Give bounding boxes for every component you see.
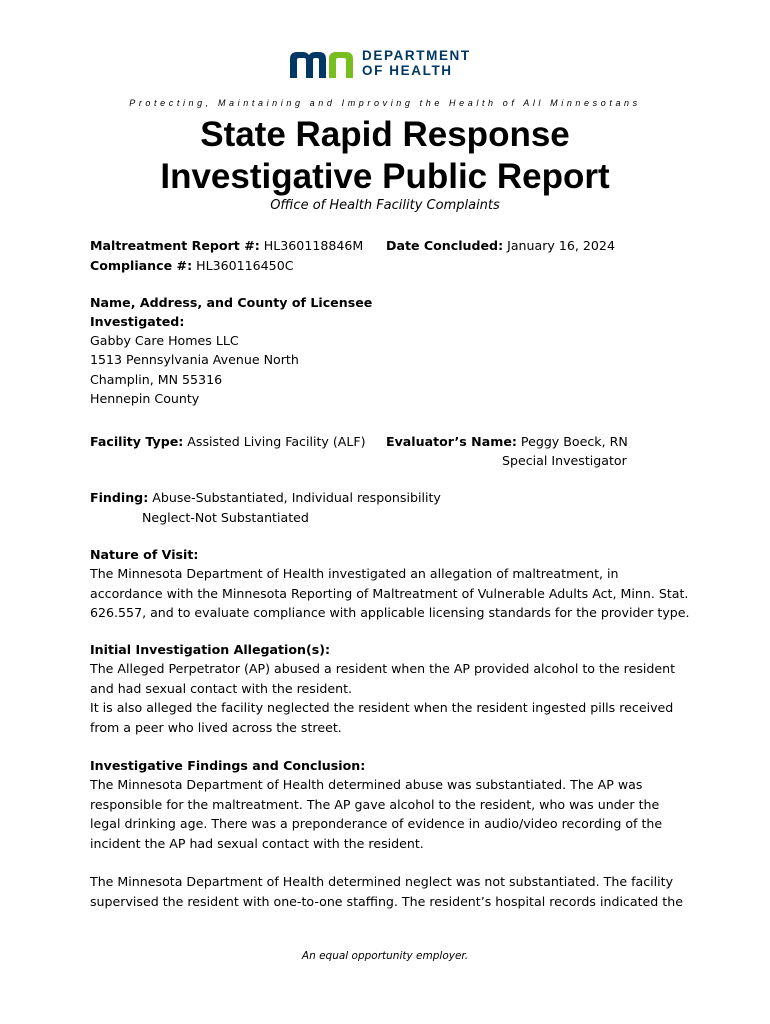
- tagline: Protecting, Maintaining and Improving the Health of All Minnesotans: [129, 98, 641, 108]
- compliance-label: Compliance #:: [90, 258, 193, 273]
- compliance-number: [90, 256, 294, 276]
- date-value: January 16, 2024: [503, 238, 615, 253]
- findings-heading: Investigative Findings and Conclusion:: [90, 758, 366, 773]
- facility-type: [90, 432, 366, 452]
- allegation-heading: Initial Investigation Allegation(s):: [90, 642, 331, 657]
- finding: [90, 488, 441, 508]
- licensee-city: Champlin, MN 55316: [90, 372, 223, 387]
- evaluator-name: [386, 432, 628, 452]
- maltreatment-report-number: [90, 236, 363, 256]
- licensee-street: 1513 Pennsylvania Avenue North: [90, 352, 299, 367]
- finding-value1: Abuse-Substantiated, Individual responsibility: [148, 490, 441, 505]
- page-subtitle: Office of Health Facility Complaints: [270, 198, 500, 213]
- maltreatment-label: Maltreatment Report #:: [90, 238, 260, 253]
- page-title: [0, 114, 770, 198]
- logo-line1: DEPARTMENT: [362, 48, 471, 63]
- mdh-logo: [290, 48, 490, 80]
- allegation-text2: It is also alleged the facility neglected the resident when the resident ingested pills received from a peer who lived across the street.: [90, 700, 674, 735]
- footer-text: An equal opportunity employer.: [301, 950, 469, 962]
- nature-text: The Minnesota Department of Health investigated an allegation of maltreatment, in accordance with the Minnesota Reporting of Maltreatment of Vulnerable Adults Act, Minn. Stat. 626.557, and to evaluate compliance with applicable licensing standards for the provider type.: [90, 566, 690, 621]
- licensee-name: Gabby Care Homes LLC: [90, 333, 239, 348]
- compliance-value: HL360116450C: [192, 258, 294, 273]
- evaluator-label: Evaluator’s Name:: [386, 434, 517, 449]
- licensee-county: Hennepin County: [90, 391, 200, 406]
- allegation-text1: The Alleged Perpetrator (AP) abused a resident when the AP provided alcohol to the resident and had sexual contact with the resident.: [90, 661, 676, 696]
- allegation-section: [90, 640, 690, 737]
- evaluator-title: Special Investigator: [502, 453, 627, 468]
- nature-heading: Nature of Visit:: [90, 547, 199, 562]
- nature-of-visit-section: [90, 545, 690, 623]
- title-line1: State Rapid Response: [200, 115, 570, 154]
- logo-text: [362, 48, 471, 78]
- licensee-label-line2: Investigated:: [90, 314, 185, 329]
- date-label: Date Concluded:: [386, 238, 504, 253]
- mn-logo-icon: [290, 50, 354, 78]
- date-concluded: [386, 236, 615, 256]
- logo-line2: OF HEALTH: [362, 63, 453, 78]
- findings-text2: The Minnesota Department of Health determined neglect was not substantiated. The facility supervised the resident with one-to-one staffing. The resident’s hospital records indicated the: [90, 874, 683, 909]
- finding-value2: Neglect-Not Substantiated: [142, 510, 309, 525]
- facility-type-value: Assisted Living Facility (ALF): [183, 434, 366, 449]
- facility-type-label: Facility Type:: [90, 434, 184, 449]
- maltreatment-value: HL360118846M: [259, 238, 364, 253]
- finding-label: Finding:: [90, 490, 149, 505]
- evaluator-value: Peggy Boeck, RN: [516, 434, 628, 449]
- findings-section: [90, 756, 690, 911]
- title-line2: Investigative Public Report: [160, 157, 610, 196]
- licensee-label-line1: Name, Address, and County of Licensee: [90, 295, 373, 310]
- findings-text1: The Minnesota Department of Health determined abuse was substantiated. The AP was responsible for the maltreatment. The AP gave alcohol to the resident, who was under the legal drinking age. There was a preponderance of evidence in audio/video recording of the incident the AP had sexual contact with the resident.: [90, 777, 663, 851]
